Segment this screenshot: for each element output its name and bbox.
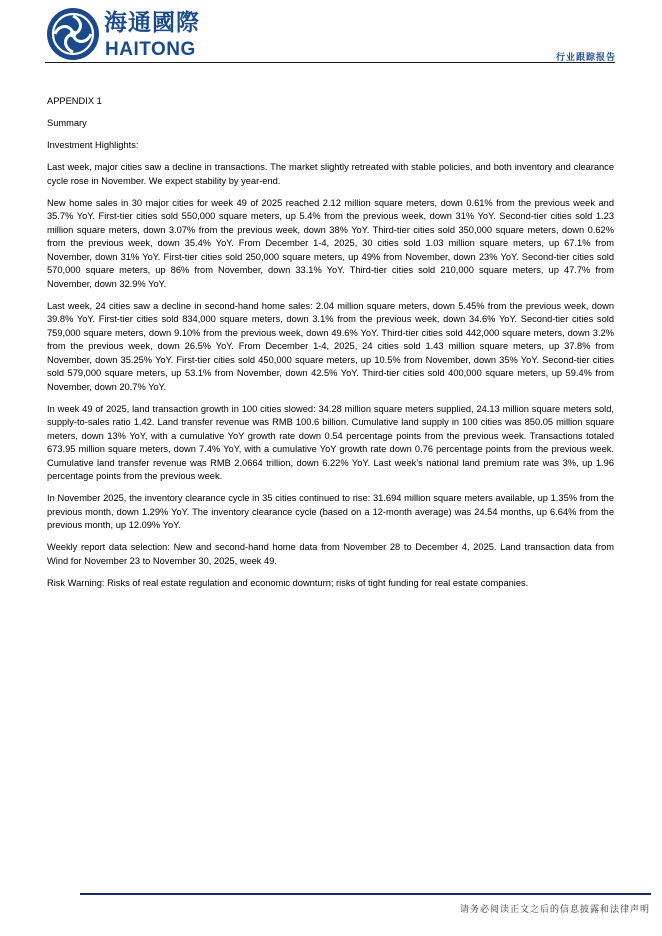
haitong-emblem-icon [45,6,101,62]
highlights-heading: Investment Highlights: [47,140,139,150]
paragraph-risk-warning: Risk Warning: Risks of real estate regulation and economic downturn; risks of tight funding for real estate companies. [47,577,529,588]
paragraph-new-home-sales: New home sales in 30 major cities for week 49 of 2025 reached 2.12 million square meters, down 0.61% from the previous week and 35.7% YoY. First-tier cities sold 550,000 square meters, up 5.4% from the previous week, down 31% YoY. Second-tier cities sold 1.23 million square meters, down 3.07% from the previous week, down 38% YoY. Third-tier cities sold 350,000 square meters, down 0.62% from the previous week, down 35.4% YoY. From December 1-4, 2025, 30 cities sold 1.03 million square meters, up 67.1% from November, down 31% YoY. First-tier cities sold 250,000 square meters, up 49% from November, down 23% YoY. Second-tier cities sold 570,000 square meters, up 86% from November, down 33.1% YoY. Third-tier cities sold 210,000 square meters, up 47.7% from November, down 32.9% YoY. [47,197,614,289]
paragraph-second-hand-sales: Last week, 24 cities saw a decline in second-hand home sales: 2.04 million square meters, down 5.45% from the previous week, down 39.8% YoY. First-tier cities sold 834,000 square meters, down 3.1% from the previous week, down 34.6% YoY. Second-tier cities sold 759,000 square meters, down 9.10% from the previous week, down 49.6% YoY. Third-tier cities sold 442,000 square meters, down 3.2% from the previous week, down 26.5% YoY. From December 1-4, 2025, 24 cities sold 1.43 million square meters, up 37.8% from November, down 35.25% YoY. First-tier cities sold 450,000 square meters, up 10.5% from November, down 35% YoY. Second-tier cities sold 579,000 square meters, up 53.1% from November, down 42.5% YoY. Third-tier cities sold 400,000 square meters, up 59.4% from November, down 20.7% YoY. [47,300,614,392]
report-type-label: 行业跟踪报告 [555,53,616,63]
header-divider [45,62,615,63]
paragraph-land-transactions: In week 49 of 2025, land transaction growth in 100 cities slowed: 34.28 million square meters supplied, 24.13 million square meters sold, supply-to-sales ratio 1.42. Land transfer revenue was RMB 100.6 billion. Cumulative land supply in 100 cities was 850.05 million square meters, down 13% YoY, with a cumulative YoY growth rate down 0.54 percentage points from the previous week. Transactions totaled 673.95 million square meters, down 7.4% YoY, with a cumulative YoY growth rate down 0.76 percentage points from the previous week. Cumulative land transfer revenue was RMB 2.0664 trillion, down 6.22% YoY. Last week’s national land premium rate was 3%, up 1.96 percentage points from the previous week. [47,403,614,481]
footer-disclaimer: 请务必阅读正文之后的信息披露和法律声明 [459,905,650,915]
paragraph-inventory-cycle: In November 2025, the inventory clearance cycle in 35 cities continued to rise: 31.694 million square meters available, up 1.35% from the previous month, down 1.29% YoY. The inventory clearance cycle (based on a 12-month average) was 24.54 months, up 6.64% from the previous month, up 12.09% YoY. [47,493,614,530]
haitong-logo [45,6,205,62]
footer-divider [80,893,651,895]
logo-chinese-name: 海通國際 [104,10,200,36]
appendix-heading: APPENDIX 1 [47,96,102,106]
summary-heading: Summary [47,118,87,128]
paragraph-data-selection: Weekly report data selection: New and second-hand home data from November 28 to December 4, 2025. Land transaction data from Wind for November 23 to November 30, 2025, week 49. [47,542,614,566]
report-body [47,95,614,599]
paragraph-market-overview: Last week, major cities saw a decline in transactions. The market slightly retreated with stable policies, and both inventory and clearance cycle rose in November. We expect stability by year-end. [47,162,614,186]
logo-english-name: HAITONG [105,39,196,60]
